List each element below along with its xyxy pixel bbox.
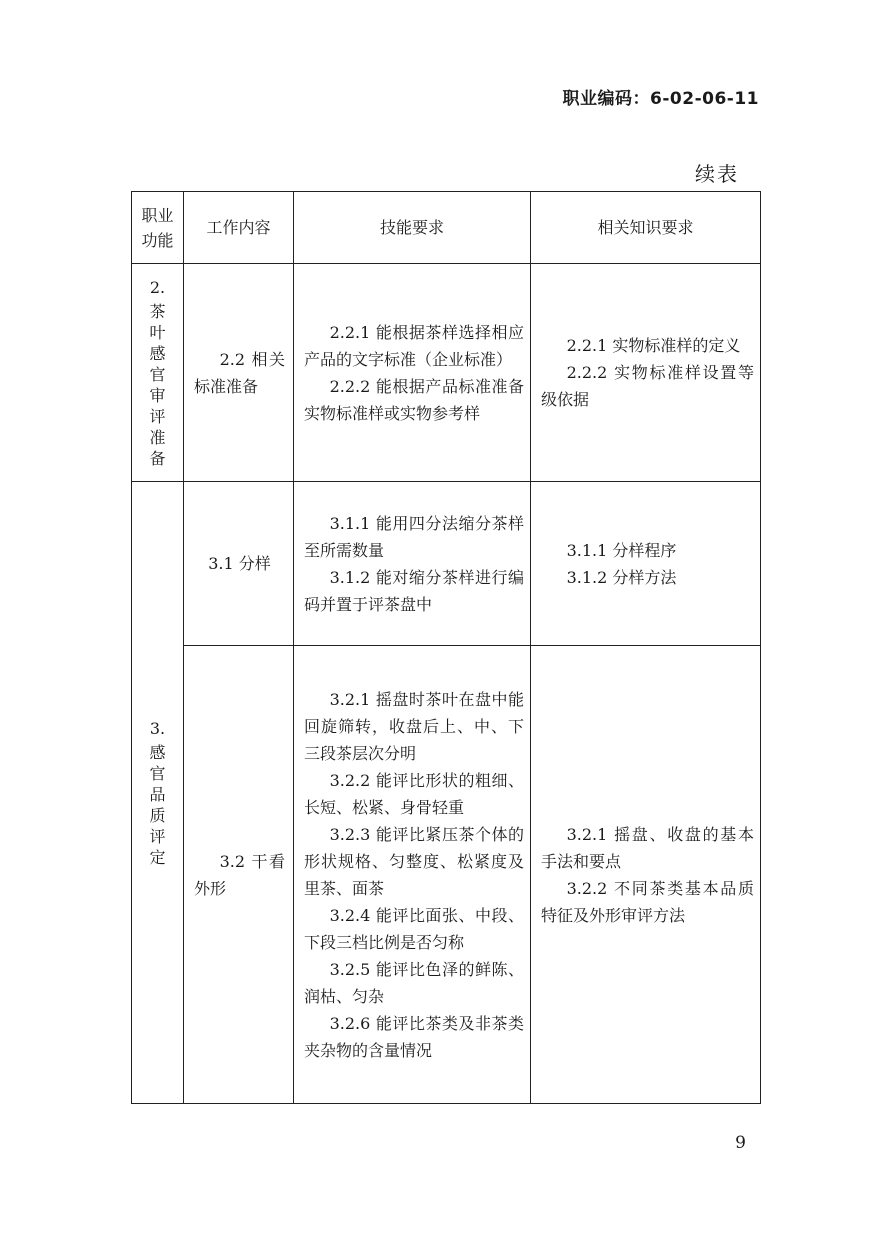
- knowledge-cell: [531, 482, 761, 646]
- knowledge-item: 3.2.1 摇盘、收盘的基本手法和要点: [541, 824, 754, 871]
- table-header-row: [132, 192, 761, 264]
- function-number: 3.: [149, 718, 166, 738]
- header-knowledge-requirements: 相关知识要求: [531, 192, 761, 264]
- skill-item: 3.2.2 能评比形状的粗细、长短、松紧、身骨轻重: [304, 770, 524, 817]
- table-row: [132, 646, 761, 1104]
- skills-cell: [294, 646, 531, 1104]
- skill-item: 3.2.5 能评比色泽的鲜陈、润枯、匀杂: [304, 959, 524, 1006]
- work-content-cell: [184, 264, 294, 482]
- header-work-content: 工作内容: [184, 192, 294, 264]
- table-row: [132, 482, 761, 646]
- function-number: 2.: [149, 277, 166, 297]
- occupation-code: 职业编码：6-02-06-11: [562, 89, 759, 109]
- page-number: 9: [735, 1133, 746, 1153]
- work-content-cell: [184, 646, 294, 1104]
- continued-label: 续表: [695, 162, 739, 186]
- header-skill-requirements: 技能要求: [294, 192, 531, 264]
- work-content-text: 2.2 相关标准准备: [194, 349, 285, 396]
- skill-item: 3.2.3 能评比紧压茶个体的形状规格、匀整度、松紧度及里茶、面茶: [304, 824, 524, 898]
- skill-item: 3.2.6 能评比茶类及非茶类夹杂物的含量情况: [304, 1013, 524, 1060]
- function-label: 茶叶感官审评准备: [149, 301, 166, 468]
- work-content-text: 3.1 分样: [208, 554, 271, 573]
- function-cell: [132, 482, 184, 1104]
- function-label: 感官品质评定: [149, 742, 166, 867]
- skill-item: 3.1.1 能用四分法缩分茶样至所需数量: [304, 513, 524, 560]
- skill-item: 2.2.2 能根据产品标准准备实物标准样或实物参考样: [304, 376, 524, 423]
- knowledge-cell: [531, 646, 761, 1104]
- knowledge-item: 2.2.1 实物标准样的定义: [566, 336, 741, 355]
- skills-cell: [294, 482, 531, 646]
- work-content-text: 3.2 干看外形: [194, 851, 285, 898]
- knowledge-item: 3.1.1 分样程序: [566, 540, 677, 560]
- knowledge-item: 3.1.2 分样方法: [566, 567, 677, 587]
- skill-item: 2.2.1 能根据茶样选择相应产品的文字标准（企业标准）: [304, 322, 524, 369]
- knowledge-cell: [531, 264, 761, 482]
- skill-item: 3.2.4 能评比面张、中段、下段三档比例是否匀称: [304, 905, 524, 952]
- knowledge-item: 3.2.2 不同茶类基本品质特征及外形审评方法: [541, 878, 754, 925]
- function-cell: [132, 264, 184, 482]
- skill-item: 3.1.2 能对缩分茶样进行编码并置于评茶盘中: [304, 567, 524, 614]
- skills-cell: [294, 264, 531, 482]
- skill-item: 3.2.1 摇盘时茶叶在盘中能回旋筛转，收盘后上、中、下三段茶层次分明: [304, 689, 524, 763]
- skills-table: [131, 191, 761, 1104]
- table-row: [132, 264, 761, 482]
- header-function: 职业 功能: [132, 192, 184, 264]
- work-content-cell: [184, 482, 294, 646]
- knowledge-item: 2.2.2 实物标准样设置等级依据: [541, 363, 754, 409]
